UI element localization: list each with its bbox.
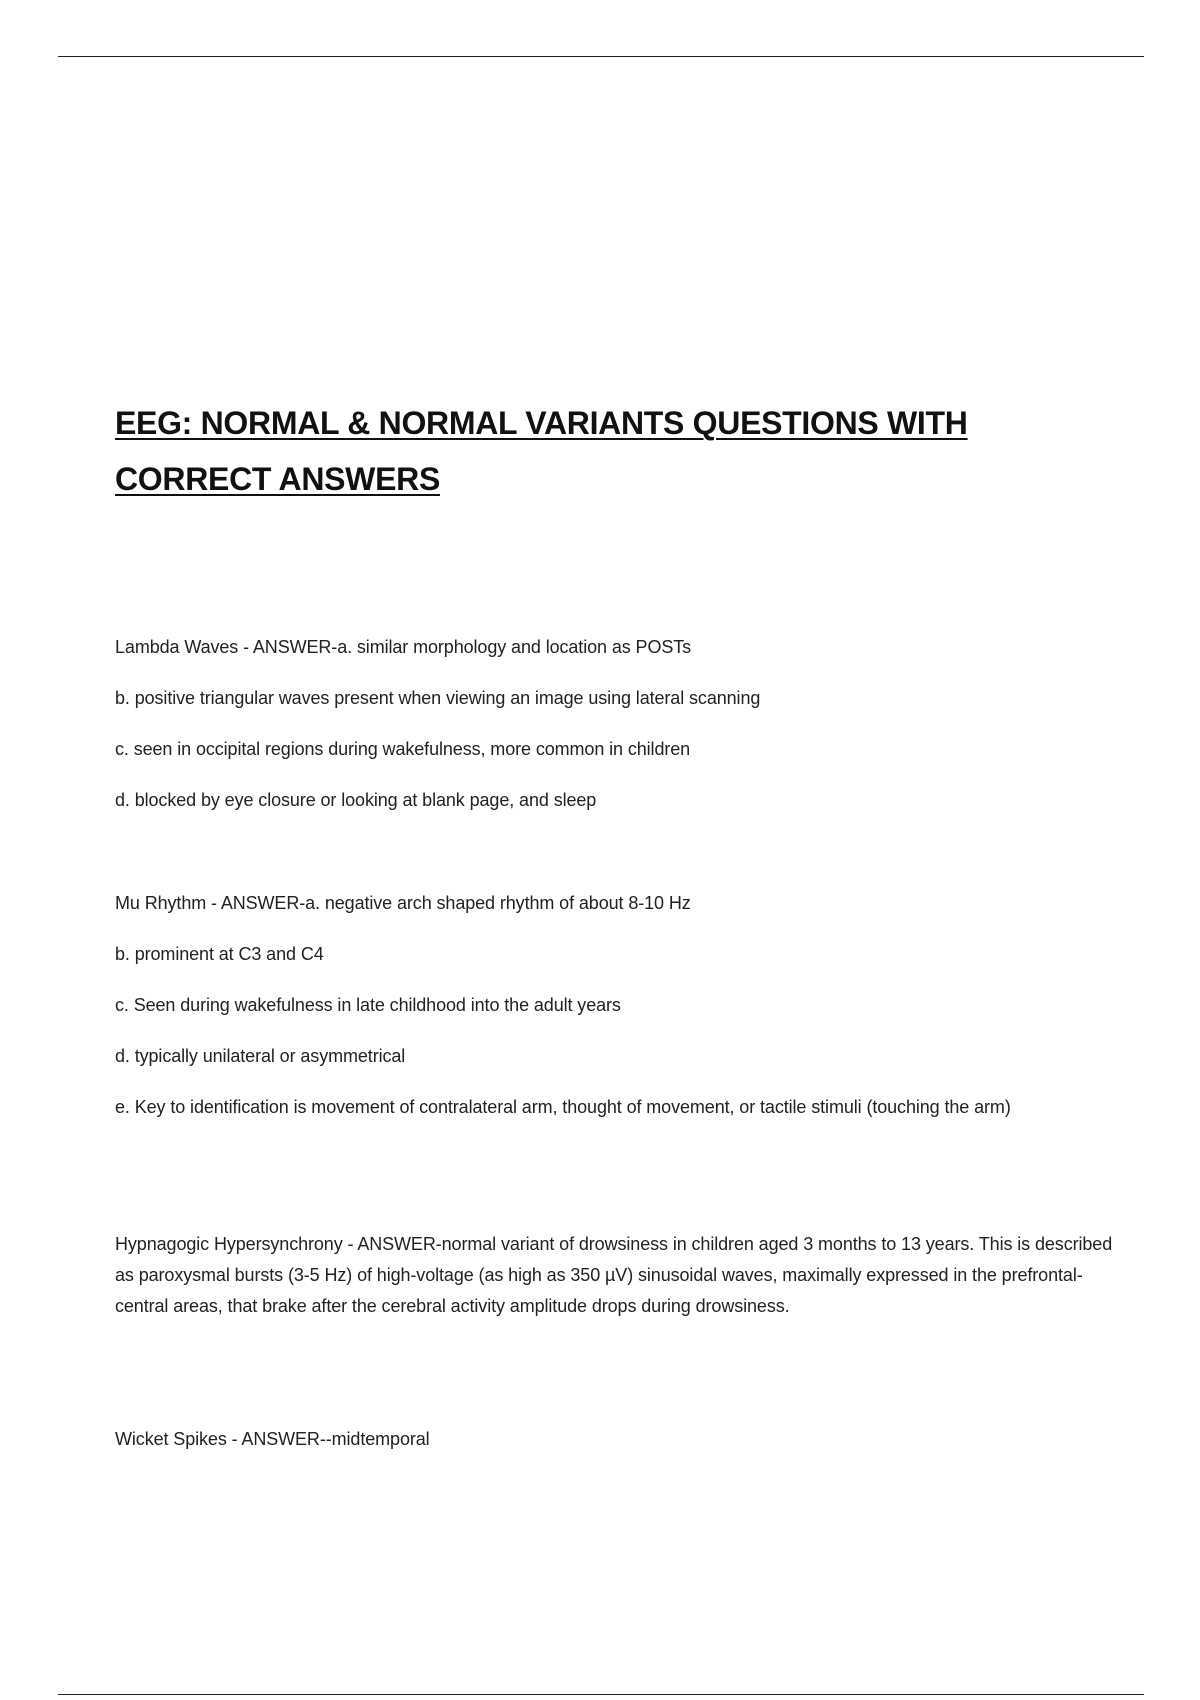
header-rule: [58, 56, 1144, 57]
footer-rule: [58, 1694, 1144, 1695]
document-title: EEG: NORMAL & NORMAL VARIANTS QUESTIONS WITH CORRECT ANSWERS: [115, 405, 968, 497]
qa-mu-line-e: e. Key to identification is movement of contralateral arm, thought of movement, or tactile stimuli (touching the arm): [115, 1097, 1011, 1117]
qa-lambda-line-a: Lambda Waves - ANSWER-a. similar morphology and location as POSTs: [115, 637, 692, 657]
qa-mu-line-b: b. prominent at C3 and C4: [115, 944, 324, 964]
qa-hypnagogic-hypersynchrony: [115, 1229, 1125, 1322]
qa-wicket-spikes: [115, 1424, 1125, 1455]
qa-wicket-text: Wicket Spikes - ANSWER--midtemporal: [115, 1429, 430, 1449]
qa-mu-rhythm: [115, 888, 1125, 1123]
qa-hypnagogic-text: Hypnagogic Hypersynchrony - ANSWER-normal variant of drowsiness in children aged 3 months to 13 years. This is described as paroxysmal bursts (3-5 Hz) of high-voltage (as high as 350 µV) sinusoidal waves, maximally expressed in the prefrontal-central areas, that brake after the cerebral activity amplitude drops during drowsiness.: [115, 1234, 1113, 1316]
qa-lambda-waves: [115, 632, 1125, 816]
qa-mu-line-c: c. Seen during wakefulness in late childhood into the adult years: [115, 995, 621, 1015]
qa-mu-line-a: Mu Rhythm - ANSWER-a. negative arch shaped rhythm of about 8-10 Hz: [115, 893, 691, 913]
qa-lambda-line-c: c. seen in occipital regions during wakefulness, more common in children: [115, 739, 691, 759]
qa-mu-line-d: d. typically unilateral or asymmetrical: [115, 1046, 406, 1066]
qa-lambda-line-d: d. blocked by eye closure or looking at blank page, and sleep: [115, 790, 597, 810]
qa-lambda-line-b: b. positive triangular waves present when viewing an image using lateral scanning: [115, 688, 761, 708]
